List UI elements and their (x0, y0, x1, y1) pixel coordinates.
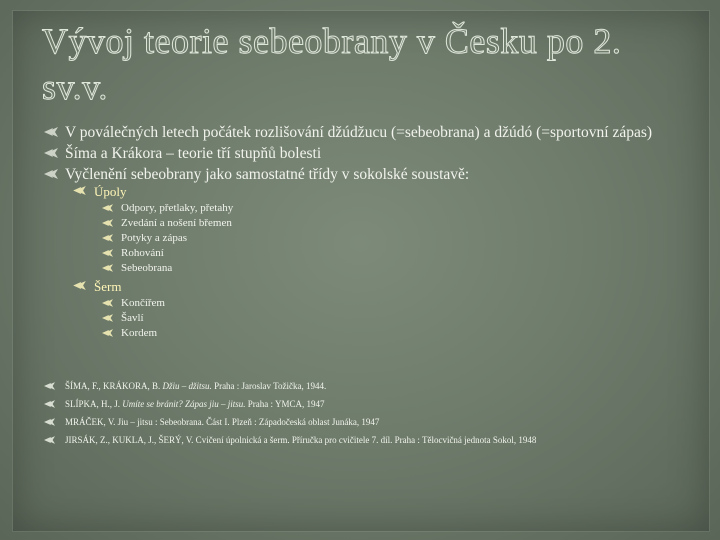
sub-item-label: Šerm (94, 279, 122, 294)
list-item (102, 296, 684, 311)
sub-item-serm (73, 279, 684, 341)
arrow-bullet-icon (102, 249, 113, 257)
bullet-text: Vyčlenění sebeobrany jako samostatné třídy v sokolské soustavě: (65, 166, 470, 183)
bullet-item (44, 145, 684, 162)
list-item-text: Potyky a zápas (121, 232, 187, 244)
arrow-bullet-icon (102, 314, 113, 322)
reference-publisher: Praha : YMCA, 1947 (245, 399, 325, 409)
bullet-text: V poválečných letech počátek rozlišování džúdžucu (=sebeobrana) a džúdó (=sportovní zápas) (65, 124, 653, 141)
arrow-bullet-icon (44, 436, 55, 444)
list-item (102, 201, 684, 216)
sub-list (73, 184, 684, 341)
reference-text: MRÁČEK, V. Jiu – jitsu : Sebeobrana. Část I. Plzeň : Západočeská oblast Junáka, 1947 (65, 417, 380, 427)
sub-item-upoly (73, 184, 684, 276)
arrow-bullet-icon (102, 204, 113, 212)
arrow-bullet-icon (44, 127, 58, 137)
list-item (102, 311, 684, 326)
arrow-bullet-icon (102, 299, 113, 307)
reference-authors: ŠÍMA, F., KRÁKORA, B. (65, 381, 163, 391)
arrow-bullet-icon (73, 186, 86, 195)
arrow-bullet-icon (102, 219, 113, 227)
list-item-text: Rohování (121, 247, 164, 259)
reference-authors: SLÍPKA, H., J. (65, 399, 123, 409)
list-item-text: Odpory, přetlaky, přetahy (121, 202, 234, 214)
arrow-bullet-icon (44, 169, 58, 179)
arrow-bullet-icon (44, 418, 55, 426)
list-item (102, 246, 684, 261)
reference-item (44, 434, 694, 447)
reference-item (44, 380, 694, 393)
reference-title: Umíte se bránit? Zápas jiu – jitsu. (122, 399, 246, 409)
list-item (102, 231, 684, 246)
arrow-bullet-icon (102, 234, 113, 242)
reference-publisher: Praha : Jaroslav Tožička, 1944. (211, 381, 327, 391)
sub-sub-list (102, 201, 684, 276)
sub-item-label: Úpoly (94, 184, 127, 199)
references-list (44, 380, 694, 452)
arrow-bullet-icon (102, 264, 113, 272)
arrow-bullet-icon (44, 382, 55, 390)
reference-title: Džiu – džitsu. (162, 381, 212, 391)
reference-text: JIRSÁK, Z., KUKLA, J., ŠERÝ, V. Cvičení úpolnická a šerm. Příručka pro cvičitele 7. díl. Praha : Tělocvičná jednota Sokol, 1948 (65, 435, 537, 445)
reference-item (44, 416, 694, 429)
list-item-text: Šavlí (121, 312, 144, 324)
bullet-item (44, 166, 684, 341)
list-item (102, 261, 684, 276)
sub-sub-list (102, 296, 684, 341)
arrow-bullet-icon (44, 400, 55, 408)
list-item (102, 216, 684, 231)
list-item-text: Kordem (121, 327, 158, 339)
list-item-text: Zvedání a nošení břemen (121, 217, 232, 229)
slide-content (44, 124, 684, 345)
arrow-bullet-icon (73, 281, 86, 290)
arrow-bullet-icon (102, 329, 113, 337)
bullet-text: Šíma a Krákora – teorie tří stupňů bolesti (65, 145, 322, 162)
list-item-text: Sebeobrana (121, 262, 173, 274)
slide-title: Vývoj teorie sebeobrany v Česku po 2. sv.v. (42, 21, 622, 107)
arrow-bullet-icon (44, 148, 58, 158)
reference-item (44, 398, 694, 411)
bullet-list (44, 124, 684, 341)
list-item (102, 326, 684, 341)
list-item-text: Končířem (121, 297, 165, 309)
bullet-item (44, 124, 684, 141)
